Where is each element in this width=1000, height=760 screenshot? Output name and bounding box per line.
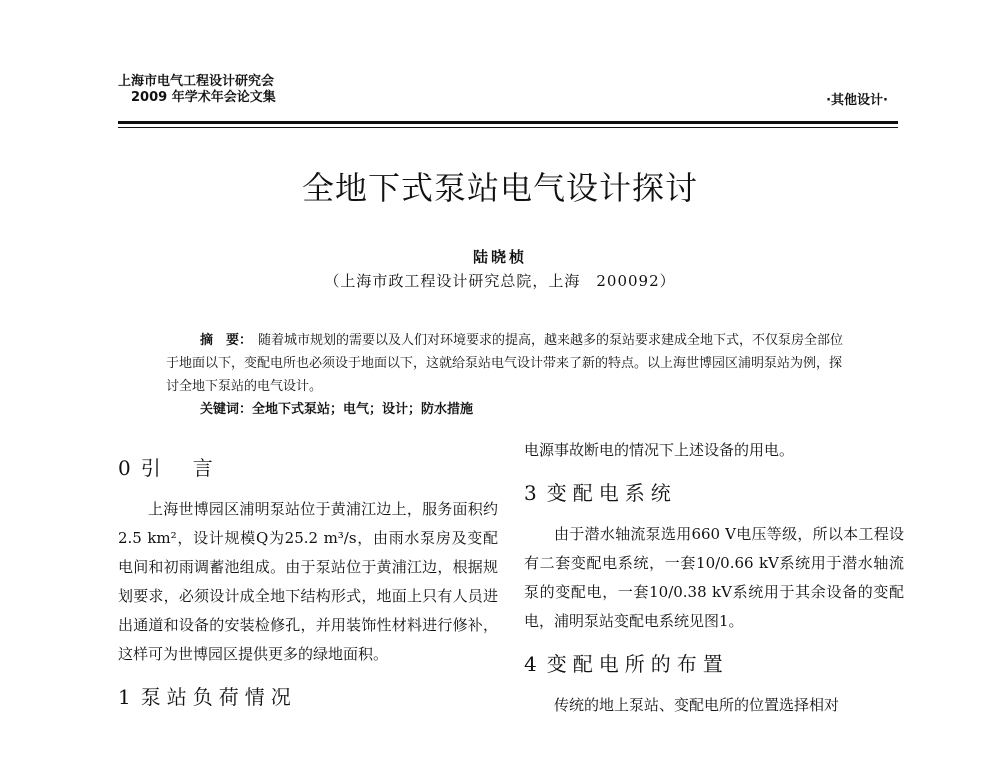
abstract-paragraph [166, 329, 851, 398]
header-section: ·其他设计· [826, 93, 888, 108]
body-paragraph: 传统的地上泵站、变配电所的位置选择相对 [554, 696, 840, 714]
section-heading-1 [118, 681, 498, 710]
body-paragraph: 上海世博园区浦明泵站位于黄浦江边上，服务面积约2.5 km²，设计规模Q为25.2 m³/s，由雨水泵房及变配电间和初雨调蓄池组成。由于泵站位于黄浦江边，根据规划要求，必须设计成全地下结构形式，地面上只有人员进出通道和设备的安装检修孔，并用装饰性材料进行修补，这样可为世博园区提供更多的绿地面积。 [118, 500, 498, 663]
section-title: 引 言 [140, 456, 219, 480]
header-rule [118, 121, 898, 124]
right-column [524, 436, 904, 720]
header-proceedings: 2009 年学术年会论文集 [131, 90, 276, 105]
section-number: 0 [118, 456, 131, 480]
section-number: 1 [118, 685, 131, 709]
author-affiliation: （上海市政工程设计研究总院，上海 200092） [324, 272, 676, 290]
section-heading-0 [118, 452, 498, 481]
running-header-left [118, 74, 276, 106]
section-number: 4 [524, 652, 537, 676]
section-number: 3 [524, 481, 537, 505]
author-name: 陆晓桢 [472, 248, 527, 266]
left-column [118, 440, 498, 724]
abstract-block [166, 329, 851, 421]
body-paragraph-continued: 电源事故断电的情况下上述设备的用电。 [524, 441, 795, 459]
section-title: 泵站负荷情况 [140, 685, 297, 709]
header-rule-thin [118, 127, 898, 128]
section-heading-4 [524, 648, 904, 677]
body-paragraph: 由于潜水轴流泵选用660 V电压等级，所以本工程设有二套变配电系统，一套10/0.66 kV系统用于潜水轴流泵的变配电，一套10/0.38 kV系统用于其余设备的变配电，浦明泵站变配电系统见图1。 [524, 525, 904, 630]
section-title: 变配电系统 [546, 481, 677, 505]
section-title: 变配电所的布置 [546, 652, 729, 676]
keywords-text: 全地下式泵站；电气；设计；防水措施 [252, 402, 474, 417]
abstract-text: 随着城市规划的需要以及人们对环境要求的提高，越来越多的泵站要求建成全地下式，不仅泵房全部位于地面以下，变配电所也必须设于地面以下，这就给泵站电气设计带来了新的特点。以上海世博园区浦明泵站为例，探讨全地下泵站的电气设计。 [166, 333, 844, 394]
keywords-label: 关键词： [200, 402, 253, 417]
section-heading-3 [524, 477, 904, 506]
abstract-label: 摘 要： [200, 333, 253, 348]
header-org: 上海市电气工程设计研究会 [118, 74, 275, 89]
paper-title: 全地下式泵站电气设计探讨 [301, 169, 698, 207]
keywords-line [166, 398, 851, 421]
